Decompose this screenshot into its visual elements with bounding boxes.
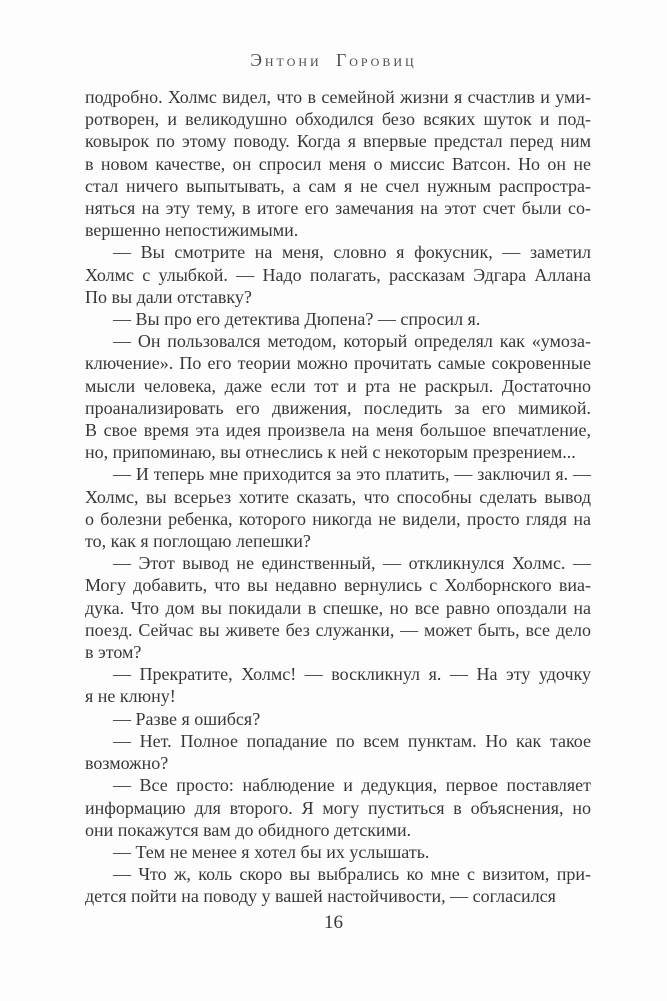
- text-line: но, припоминаю, вы отнеслись к ней с некоторым презрением...: [85, 442, 576, 463]
- text-line: — Этот вывод не единственный, — откликнулся Холмс. —: [113, 553, 591, 574]
- text-line: — Нет. Полное попадание по всем пунктам. Но как такое: [113, 730, 591, 751]
- text-line: о болезни ребенка, которого никогда не видели, просто глядя на: [85, 508, 591, 529]
- paragraph: [85, 308, 591, 330]
- text-line: — И теперь мне приходится за это платить, — заключил я. —: [113, 464, 591, 485]
- page-number: 16: [324, 912, 343, 933]
- text-line: информацию для второго. Я могу пуститься в объяснения, но: [85, 797, 591, 818]
- text-line: подробно. Холмс видел, что в семейной жизни я счастлив и уми-: [85, 87, 591, 107]
- text-line: поезд. Сейчас вы живете без служанки, — может быть, все дело: [85, 619, 591, 640]
- text-line: дется пойти на поводу у вашей настойчивости, — согласился: [85, 886, 556, 907]
- text-line: возможно?: [85, 753, 169, 774]
- text-line: я не клюну!: [85, 686, 176, 707]
- text-line: няться на эту тему, в итоге его замечания на этот счет были со-: [85, 198, 591, 219]
- text-line: проанализировать его движения, последить за его мимикой.: [85, 397, 591, 418]
- text-line: — Вы смотрите на меня, словно я фокусник, — заметил: [113, 242, 591, 263]
- paragraph: [85, 774, 591, 841]
- text-line: то, как я поглощаю лепешки?: [85, 531, 311, 552]
- paragraph: [85, 841, 591, 863]
- text-line: ротворен, и великодушно обходился безо всяких шуток и под-: [85, 109, 591, 130]
- paragraph: [85, 86, 591, 241]
- text-line: Холмс с улыбкой. — Надо полагать, рассказам Эдгара Аллана: [85, 264, 591, 285]
- text-line: — Все просто: наблюдение и дедукция, первое поставляет: [113, 775, 591, 796]
- paragraph: [85, 730, 591, 774]
- text-line: мысли человека, даже если тот и рта не раскрыл. Достаточно: [85, 375, 591, 396]
- text-block: [85, 86, 591, 908]
- paragraph: [85, 663, 591, 707]
- paragraph: [85, 241, 591, 308]
- text-line: По вы дали отставку?: [85, 286, 252, 307]
- text-line: В свое время эта идея произвела на меня большое впечатление,: [85, 420, 591, 441]
- text-line: — Прекратите, Холмс! — воскликнул я. — На эту удочку: [113, 664, 591, 685]
- text-line: они покажутся вам до обидного детскими.: [85, 819, 412, 840]
- paragraph: [85, 708, 591, 730]
- paragraph: [85, 330, 591, 463]
- text-line: — Разве я ошибся?: [113, 708, 261, 729]
- text-line: — Вы про его детектива Дюпена? — спросил я.: [113, 309, 481, 330]
- paragraph: [85, 463, 591, 552]
- text-line: — Тем не менее я хотел бы их услышать.: [113, 841, 430, 862]
- paragraph: [85, 863, 591, 907]
- text-line: Могу добавить, что вы недавно вернулись с Холборнского виа-: [85, 575, 591, 596]
- text-line: стал ничего выпытывать, а сам я не счел нужным распростра-: [85, 175, 591, 196]
- text-line: Холмс, вы всерьез хотите сказать, что способны сделать вывод: [85, 486, 591, 507]
- text-line: ключение». По его теории можно прочитать самые сокровенные: [85, 353, 591, 374]
- text-line: вершенно непостижимыми.: [85, 220, 299, 241]
- text-line: дука. Что дом вы покидали в спешке, но все равно опоздали на: [85, 597, 591, 618]
- running-header: Энтони Горовиц: [250, 50, 417, 70]
- text-line: в этом?: [85, 642, 142, 663]
- text-line: — Он пользовался методом, который определял как «умоза-: [113, 331, 591, 352]
- text-line: в новом качестве, он спросил меня о миссис Ватсон. Но он не: [85, 153, 591, 174]
- paragraph: [85, 552, 591, 663]
- text-line: ковырок по этому поводу. Когда я впервые предстал перед ним: [85, 131, 591, 152]
- text-line: — Что ж, коль скоро вы выбрались ко мне с визитом, при-: [113, 864, 591, 885]
